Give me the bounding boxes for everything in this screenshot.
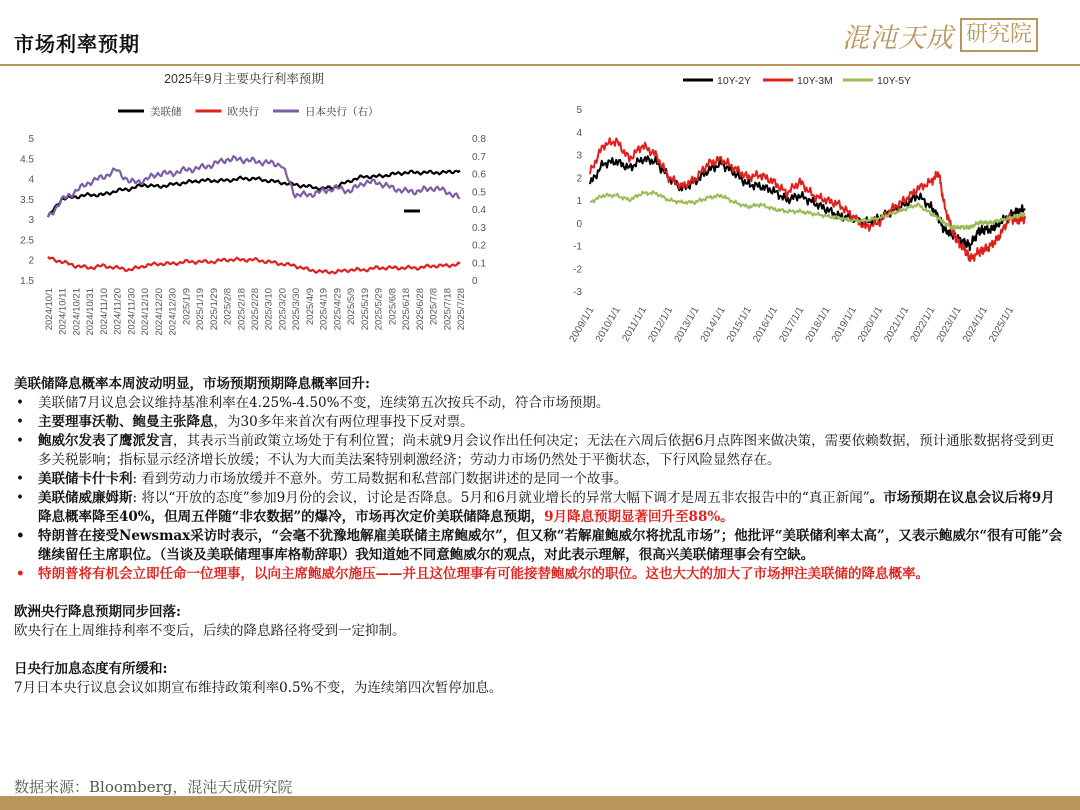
legend-label: 10Y-5Y: [877, 75, 912, 87]
x-tick-label: 2025/5/19: [359, 288, 371, 331]
footer-bar: [0, 796, 1080, 810]
x-tick-label: 2019/1/1: [829, 305, 859, 345]
y2-tick-label: 0.8: [472, 134, 486, 145]
legend-label: 欧央行: [227, 106, 259, 118]
central-bank-rate-expectation-chart: [14, 68, 504, 368]
y-tick-label: 4.5: [20, 154, 34, 166]
y2-tick-label: 0.4: [472, 205, 486, 216]
y-tick-label: 1.5: [20, 276, 34, 287]
brand-logo: [842, 14, 1062, 56]
bullet-text: ，为30多年来首次有两位理事投下反对票。: [213, 414, 474, 430]
x-tick-label: 2024/10/21: [71, 288, 83, 336]
x-tick-label: 2025/1/29: [208, 288, 220, 331]
y-tick-label: -3: [573, 287, 582, 298]
y-tick-label: 4: [28, 174, 34, 186]
logo-box-text: 研究院: [960, 18, 1038, 52]
chart-series: [48, 156, 460, 273]
series-line: [48, 171, 460, 218]
legend-label: 10Y-3M: [797, 75, 833, 87]
legend-label: 日本央行（右）: [305, 106, 379, 118]
boj-heading: 日央行加息态度有所缓和:: [14, 661, 168, 677]
x-tick-label: 2025/1/1: [987, 305, 1017, 345]
bullet-highlight: 特朗普将有机会立即任命一位理事，以向主席鲍威尔施压——并且这位理事有可能接替鲍威尔的职位。这也大大的加大了市场押注美联储的降息概率。: [38, 566, 929, 582]
x-tick-label: 2024/11/10: [98, 288, 110, 335]
x-tick-label: 2009/1/1: [567, 305, 597, 345]
x-tick-label: 2024/12/30: [167, 288, 179, 336]
y-tick-label: 4: [576, 127, 582, 139]
x-tick-label: 2025/6/8: [387, 288, 399, 325]
x-tick-label: 2024/12/20: [153, 288, 165, 336]
x-tick-label: 2025/7/28: [456, 288, 467, 331]
x-tick-label: 2018/1/1: [803, 305, 833, 345]
x-tick-label: 2025/7/18: [442, 288, 454, 331]
x-tick-label: 2025/3/10: [263, 288, 275, 331]
x-tick-label: 2010/1/1: [593, 305, 623, 345]
y-tick-label: 3: [28, 215, 34, 227]
bullet-bold: 美联储威廉姆斯: [38, 490, 133, 506]
legend-label: 10Y-2Y: [717, 75, 752, 87]
y2-tick-label: 0.7: [472, 151, 486, 163]
header-divider: [0, 64, 1080, 66]
bullet-highlight: 9月降息预期显著回升至88%。: [544, 509, 734, 525]
y2-tick-label: 0.5: [472, 187, 486, 199]
x-tick-label: 2015/1/1: [724, 305, 754, 345]
x-tick-label: 2024/11/30: [126, 288, 138, 335]
y-tick-label: 3.5: [20, 194, 34, 206]
bullet-bold: 主要理事沃勒、鲍曼主张降息: [38, 414, 214, 430]
x-tick-label: 2025/3/20: [277, 288, 289, 331]
x-tick-label: 2025/6/28: [414, 288, 426, 331]
chart-title: 2025年9月主要央行利率预期: [164, 72, 324, 86]
y-tick-label: 2: [576, 173, 582, 185]
x-tick-label: 2025/2/18: [236, 288, 248, 331]
x-tick-label: 2011/1/1: [620, 305, 650, 344]
ecb-heading: 欧洲央行降息预期同步回落:: [14, 604, 181, 620]
list-item: [14, 394, 1064, 413]
x-tick-label: 2024/12/10: [140, 288, 152, 336]
y-tick-label: 2.5: [20, 235, 34, 247]
x-tick-label: 2024/10/11: [57, 288, 69, 335]
x-tick-label: 2022/1/1: [908, 305, 938, 345]
x-tick-label: 2024/10/1: [44, 288, 55, 331]
yield-spread-chart: [548, 68, 1048, 370]
bullet-bold: 鲍威尔发表了鹰派发言: [38, 433, 173, 449]
y-tick-label: 2: [28, 255, 34, 267]
y2-tick-label: 0.1: [472, 258, 486, 270]
y2-tick-label: 0.3: [472, 222, 486, 234]
x-tick-label: 2025/4/19: [318, 288, 330, 331]
chart-axes: [20, 134, 486, 336]
series-line: [48, 257, 460, 274]
x-tick-label: 2024/1/1: [961, 305, 991, 345]
y-tick-label: 5: [28, 134, 34, 145]
boj-text: 7月日本央行议息会议如期宣布维持政策利率0.5%不变，为连续第四次暂停加息。: [14, 680, 503, 696]
x-tick-label: 2017/1/1: [777, 305, 807, 345]
ecb-text: 欧央行在上周维持利率不变后，后续的降息路径将受到一定抑制。: [14, 623, 406, 639]
bullet-text: : 看到劳动力市场放缓并不意外。劳工局数据和私营部门数据讲述的是同一个故事。: [132, 471, 628, 487]
x-tick-label: 2020/1/1: [856, 305, 886, 345]
list-item: [14, 413, 1064, 432]
y2-tick-label: 0: [472, 276, 478, 287]
x-tick-label: 2025/3/30: [291, 288, 303, 331]
x-tick-label: 2025/2/28: [250, 288, 261, 331]
commentary: [14, 375, 1064, 698]
list-item: [14, 489, 1064, 527]
x-tick-label: 2025/7/8: [428, 288, 440, 325]
bullet-bold: 美联储卡什卡利: [38, 471, 133, 487]
x-tick-label: 2025/5/29: [373, 288, 385, 331]
x-tick-label: 2025/4/29: [332, 288, 344, 331]
y-tick-label: 0: [576, 218, 582, 230]
list-item: [14, 565, 1064, 584]
x-tick-label: 2025/5/9: [346, 288, 358, 325]
x-tick-label: 2021/1/1: [882, 305, 912, 345]
x-tick-label: 2014/1/1: [698, 305, 728, 345]
bullet-bold: 。市场预期在议息会议后将9月降息概率降至40%，但周五伴随“非农数据”的爆冷，市场再次定价美联储降息预期，: [38, 490, 1055, 525]
logo-text: 混沌天成: [842, 22, 954, 54]
x-tick-label: 2025/4/9: [304, 288, 316, 325]
bullet-text: 美联储7月议息会议维持基准利率在4.25%-4.50%不变，连续第五次按兵不动，符合市场预期。: [38, 395, 610, 411]
list-item: [14, 527, 1064, 565]
bullet-text: ，其表示当前政策立场处于有利位置；尚未就9月会议作出任何决定；无法在六周后依据6月点阵图来做决策，需要依赖数据，预计通胀数据将受到更多关税影响；指标显示经济增长放缓；不认为大而美法案特别刺激经济；劳动力市场仍然处于平衡状态，下行风险显然存在。: [38, 433, 1055, 468]
y-tick-label: -1: [573, 241, 582, 253]
x-tick-label: 2025/1/19: [195, 288, 207, 331]
data-source: 数据来源：Bloomberg，混沌天成研究院: [14, 778, 293, 796]
x-tick-label: 2025/1/9: [181, 288, 193, 325]
y-tick-label: 5: [576, 105, 582, 116]
fed-bullets: [14, 394, 1064, 584]
series-line: [48, 156, 460, 217]
y2-tick-label: 0.6: [472, 169, 486, 181]
series-line: [590, 156, 1025, 250]
list-item: [14, 470, 1064, 489]
x-tick-label: 2016/1/1: [751, 305, 781, 345]
chart-legend: [683, 75, 911, 87]
series-line: [590, 191, 1025, 229]
legend-label: 美联储: [150, 106, 182, 118]
x-tick-label: 2024/10/31: [85, 288, 97, 336]
list-item: [14, 432, 1064, 470]
x-tick-label: 2012/1/1: [646, 305, 676, 345]
x-tick-label: 2023/1/1: [934, 305, 964, 345]
bullet-text: 特朗普在接受Newsmax采访时表示，“会毫不犹豫地解雇美联储主席鲍威尔”，但又称“若解雇鲍威尔将扰乱市场”；他批评“美联储利率太高”，又表示鲍威尔“很有可能”会继续留任主席职位。（当谈及美联储理事库格勒辞职）我知道她不同意鲍威尔的观点，对此表示理解，很高兴美联储理事会有空缺。: [38, 528, 1063, 563]
chart-series: [590, 138, 1025, 261]
chart-legend: [118, 105, 379, 118]
page-title: 市场利率预期: [14, 32, 140, 56]
x-tick-label: 2025/6/18: [401, 288, 413, 331]
x-tick-label: 2013/1/1: [672, 305, 702, 345]
fed-heading: 美联储降息概率本周波动明显，市场预期预期降息概率回升:: [14, 376, 370, 392]
y-tick-label: -2: [573, 264, 582, 276]
x-tick-label: 2024/11/20: [112, 288, 124, 335]
y2-tick-label: 0.2: [472, 240, 486, 252]
x-tick-label: 2025/2/8: [222, 288, 234, 325]
y-tick-label: 3: [576, 150, 582, 162]
bullet-text: : 将以“开放的态度”参加9月份的会议，讨论是否降息。5月和6月就业增长的异常大幅下调才是周五非农报告中的“真正新闻”: [132, 490, 870, 506]
y-tick-label: 1: [576, 196, 582, 207]
